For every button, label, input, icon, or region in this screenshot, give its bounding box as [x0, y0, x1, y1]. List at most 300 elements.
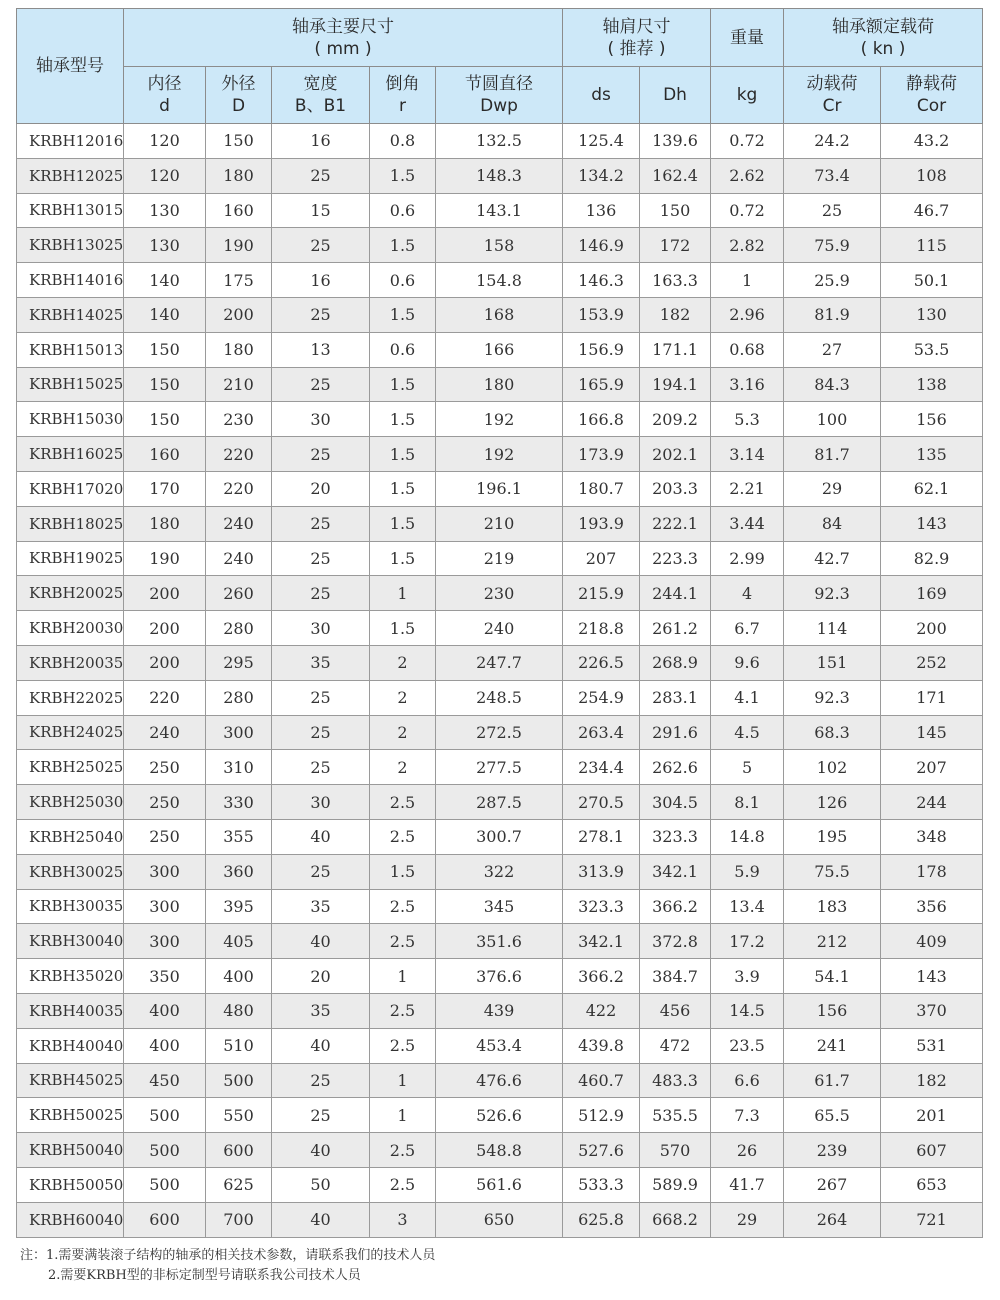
cell-inner-d: 300 — [124, 924, 206, 959]
cell-inner-d: 600 — [124, 1202, 206, 1237]
cell-weight: 8.1 — [711, 785, 784, 820]
cell-static-cor: 156 — [881, 402, 983, 437]
cell-inner-d: 150 — [124, 332, 206, 367]
cell-dh: 223.3 — [640, 541, 711, 576]
cell-outer-d: 280 — [206, 680, 272, 715]
header-weight: 重量 — [711, 9, 784, 67]
header-pitch-diameter: 节圆直径 Dwp — [436, 67, 563, 124]
cell-width: 25 — [272, 680, 370, 715]
cell-static-cor: 138 — [881, 367, 983, 402]
cell-static-cor: 721 — [881, 1202, 983, 1237]
cell-ds: 270.5 — [563, 785, 640, 820]
cell-model: KRBH12016 — [17, 124, 124, 159]
cell-inner-d: 240 — [124, 715, 206, 750]
cell-dh: 209.2 — [640, 402, 711, 437]
table-row — [17, 889, 983, 924]
footnotes — [20, 1246, 980, 1286]
cell-inner-d: 160 — [124, 437, 206, 472]
cell-model: KRBH40035 — [17, 993, 124, 1028]
cell-chamfer: 0.6 — [370, 263, 436, 298]
cell-pitch-dwp: 230 — [436, 576, 563, 611]
table-row — [17, 645, 983, 680]
cell-weight: 3.44 — [711, 506, 784, 541]
cell-width: 15 — [272, 193, 370, 228]
cell-chamfer: 2 — [370, 645, 436, 680]
table-row — [17, 819, 983, 854]
cell-static-cor: 143 — [881, 959, 983, 994]
cell-dynamic-cr: 114 — [784, 611, 881, 646]
cell-inner-d: 150 — [124, 402, 206, 437]
cell-ds: 512.9 — [563, 1098, 640, 1133]
cell-dh: 244.1 — [640, 576, 711, 611]
cell-chamfer: 1.5 — [370, 506, 436, 541]
table-row — [17, 1098, 983, 1133]
cell-static-cor: 182 — [881, 1063, 983, 1098]
cell-static-cor: 82.9 — [881, 541, 983, 576]
cell-static-cor: 135 — [881, 437, 983, 472]
cell-static-cor: 653 — [881, 1167, 983, 1202]
cell-weight: 1 — [711, 263, 784, 298]
header-width: 宽度 B、B1 — [272, 67, 370, 124]
cell-dh: 283.1 — [640, 680, 711, 715]
cell-dh: 304.5 — [640, 785, 711, 820]
cell-outer-d: 360 — [206, 854, 272, 889]
cell-dh: 182 — [640, 297, 711, 332]
cell-pitch-dwp: 210 — [436, 506, 563, 541]
table-row — [17, 959, 983, 994]
cell-model: KRBH50040 — [17, 1133, 124, 1168]
cell-weight: 29 — [711, 1202, 784, 1237]
cell-dh: 194.1 — [640, 367, 711, 402]
cell-chamfer: 1.5 — [370, 471, 436, 506]
cell-ds: 180.7 — [563, 471, 640, 506]
table-row — [17, 367, 983, 402]
cell-chamfer: 1 — [370, 576, 436, 611]
cell-outer-d: 405 — [206, 924, 272, 959]
cell-model: KRBH14025 — [17, 297, 124, 332]
table-row — [17, 750, 983, 785]
cell-chamfer: 1.5 — [370, 367, 436, 402]
cell-outer-d: 240 — [206, 541, 272, 576]
cell-width: 25 — [272, 158, 370, 193]
cell-dh: 172 — [640, 228, 711, 263]
cell-weight: 0.72 — [711, 124, 784, 159]
cell-model: KRBH30040 — [17, 924, 124, 959]
cell-pitch-dwp: 192 — [436, 437, 563, 472]
cell-width: 16 — [272, 263, 370, 298]
table-row — [17, 228, 983, 263]
cell-pitch-dwp: 219 — [436, 541, 563, 576]
cell-dynamic-cr: 73.4 — [784, 158, 881, 193]
cell-ds: 533.3 — [563, 1167, 640, 1202]
cell-ds: 323.3 — [563, 889, 640, 924]
cell-inner-d: 190 — [124, 541, 206, 576]
cell-chamfer: 2.5 — [370, 924, 436, 959]
cell-pitch-dwp: 345 — [436, 889, 563, 924]
cell-width: 25 — [272, 541, 370, 576]
cell-dynamic-cr: 84.3 — [784, 367, 881, 402]
cell-ds: 234.4 — [563, 750, 640, 785]
cell-model: KRBH13025 — [17, 228, 124, 263]
cell-chamfer: 2 — [370, 750, 436, 785]
cell-pitch-dwp: 166 — [436, 332, 563, 367]
cell-model: KRBH35020 — [17, 959, 124, 994]
cell-model: KRBH15013 — [17, 332, 124, 367]
header-load: 轴承额定载荷 ( kn ) — [784, 9, 983, 67]
cell-pitch-dwp: 300.7 — [436, 819, 563, 854]
cell-weight: 6.7 — [711, 611, 784, 646]
cell-outer-d: 220 — [206, 471, 272, 506]
cell-model: KRBH15025 — [17, 367, 124, 402]
cell-pitch-dwp: 132.5 — [436, 124, 563, 159]
cell-width: 50 — [272, 1167, 370, 1202]
cell-chamfer: 2.5 — [370, 1167, 436, 1202]
table-row — [17, 471, 983, 506]
cell-static-cor: 50.1 — [881, 263, 983, 298]
cell-dynamic-cr: 24.2 — [784, 124, 881, 159]
cell-dynamic-cr: 84 — [784, 506, 881, 541]
cell-pitch-dwp: 548.8 — [436, 1133, 563, 1168]
cell-inner-d: 300 — [124, 854, 206, 889]
cell-pitch-dwp: 143.1 — [436, 193, 563, 228]
cell-chamfer: 0.8 — [370, 124, 436, 159]
cell-weight: 5 — [711, 750, 784, 785]
cell-model: KRBH50025 — [17, 1098, 124, 1133]
cell-ds: 136 — [563, 193, 640, 228]
cell-chamfer: 2.5 — [370, 993, 436, 1028]
cell-dynamic-cr: 267 — [784, 1167, 881, 1202]
cell-chamfer: 1.5 — [370, 611, 436, 646]
cell-dynamic-cr: 75.9 — [784, 228, 881, 263]
cell-model: KRBH50050 — [17, 1167, 124, 1202]
cell-weight: 2.99 — [711, 541, 784, 576]
cell-model: KRBH15030 — [17, 402, 124, 437]
cell-outer-d: 500 — [206, 1063, 272, 1098]
cell-inner-d: 200 — [124, 576, 206, 611]
note-1: 注：1.需要满装滚子结构的轴承的相关技术参数，请联系我们的技术人员 — [20, 1248, 436, 1263]
cell-pitch-dwp: 526.6 — [436, 1098, 563, 1133]
cell-dynamic-cr: 81.9 — [784, 297, 881, 332]
cell-weight: 0.68 — [711, 332, 784, 367]
cell-model: KRBH22025 — [17, 680, 124, 715]
cell-weight: 7.3 — [711, 1098, 784, 1133]
table-row — [17, 785, 983, 820]
cell-outer-d: 210 — [206, 367, 272, 402]
cell-ds: 366.2 — [563, 959, 640, 994]
cell-dh: 472 — [640, 1028, 711, 1063]
cell-weight: 2.96 — [711, 297, 784, 332]
table-row — [17, 1167, 983, 1202]
cell-weight: 26 — [711, 1133, 784, 1168]
cell-ds: 156.9 — [563, 332, 640, 367]
cell-ds: 625.8 — [563, 1202, 640, 1237]
cell-width: 25 — [272, 228, 370, 263]
cell-model: KRBH17020 — [17, 471, 124, 506]
cell-dh: 535.5 — [640, 1098, 711, 1133]
cell-outer-d: 230 — [206, 402, 272, 437]
cell-inner-d: 250 — [124, 750, 206, 785]
cell-pitch-dwp: 322 — [436, 854, 563, 889]
cell-model: KRBH45025 — [17, 1063, 124, 1098]
cell-weight: 2.62 — [711, 158, 784, 193]
cell-ds: 278.1 — [563, 819, 640, 854]
cell-model: KRBH40040 — [17, 1028, 124, 1063]
cell-inner-d: 180 — [124, 506, 206, 541]
cell-outer-d: 395 — [206, 889, 272, 924]
cell-pitch-dwp: 168 — [436, 297, 563, 332]
header-shoulder: 轴肩尺寸 ( 推荐 ) — [563, 9, 711, 67]
cell-dynamic-cr: 68.3 — [784, 715, 881, 750]
cell-ds: 173.9 — [563, 437, 640, 472]
cell-chamfer: 1.5 — [370, 437, 436, 472]
cell-weight: 5.9 — [711, 854, 784, 889]
cell-static-cor: 244 — [881, 785, 983, 820]
cell-width: 25 — [272, 750, 370, 785]
cell-static-cor: 607 — [881, 1133, 983, 1168]
cell-outer-d: 600 — [206, 1133, 272, 1168]
cell-inner-d: 350 — [124, 959, 206, 994]
cell-inner-d: 250 — [124, 785, 206, 820]
cell-weight: 9.6 — [711, 645, 784, 680]
table-row — [17, 1063, 983, 1098]
cell-dynamic-cr: 264 — [784, 1202, 881, 1237]
cell-pitch-dwp: 439 — [436, 993, 563, 1028]
cell-weight: 17.2 — [711, 924, 784, 959]
header-dynamic-load: 动载荷 Cr — [784, 67, 881, 124]
cell-dynamic-cr: 100 — [784, 402, 881, 437]
cell-weight: 5.3 — [711, 402, 784, 437]
cell-ds: 263.4 — [563, 715, 640, 750]
cell-dh: 456 — [640, 993, 711, 1028]
cell-outer-d: 190 — [206, 228, 272, 263]
cell-ds: 125.4 — [563, 124, 640, 159]
cell-width: 40 — [272, 1202, 370, 1237]
cell-outer-d: 480 — [206, 993, 272, 1028]
cell-ds: 460.7 — [563, 1063, 640, 1098]
cell-dh: 202.1 — [640, 437, 711, 472]
cell-weight: 41.7 — [711, 1167, 784, 1202]
cell-width: 25 — [272, 854, 370, 889]
cell-model: KRBH19025 — [17, 541, 124, 576]
cell-width: 35 — [272, 645, 370, 680]
cell-outer-d: 240 — [206, 506, 272, 541]
cell-dh: 163.3 — [640, 263, 711, 298]
cell-ds: 342.1 — [563, 924, 640, 959]
cell-chamfer: 2.5 — [370, 889, 436, 924]
cell-pitch-dwp: 248.5 — [436, 680, 563, 715]
cell-width: 40 — [272, 924, 370, 959]
cell-ds: 439.8 — [563, 1028, 640, 1063]
cell-static-cor: 46.7 — [881, 193, 983, 228]
cell-inner-d: 130 — [124, 228, 206, 263]
cell-outer-d: 510 — [206, 1028, 272, 1063]
cell-model: KRBH20030 — [17, 611, 124, 646]
header-model: 轴承型号 — [17, 9, 124, 124]
table-row — [17, 611, 983, 646]
cell-static-cor: 356 — [881, 889, 983, 924]
cell-weight: 23.5 — [711, 1028, 784, 1063]
cell-chamfer: 1 — [370, 1098, 436, 1133]
table-row — [17, 263, 983, 298]
cell-dynamic-cr: 183 — [784, 889, 881, 924]
cell-pitch-dwp: 287.5 — [436, 785, 563, 820]
cell-chamfer: 2 — [370, 715, 436, 750]
cell-dh: 139.6 — [640, 124, 711, 159]
cell-width: 35 — [272, 993, 370, 1028]
cell-static-cor: 201 — [881, 1098, 983, 1133]
header-chamfer: 倒角 r — [370, 67, 436, 124]
cell-inner-d: 150 — [124, 367, 206, 402]
table-row — [17, 158, 983, 193]
cell-dynamic-cr: 65.5 — [784, 1098, 881, 1133]
cell-chamfer: 1.5 — [370, 297, 436, 332]
cell-pitch-dwp: 158 — [436, 228, 563, 263]
cell-dynamic-cr: 81.7 — [784, 437, 881, 472]
cell-outer-d: 180 — [206, 158, 272, 193]
cell-inner-d: 500 — [124, 1098, 206, 1133]
cell-model: KRBH20025 — [17, 576, 124, 611]
cell-chamfer: 1.5 — [370, 541, 436, 576]
cell-dynamic-cr: 92.3 — [784, 576, 881, 611]
table-row — [17, 993, 983, 1028]
cell-static-cor: 145 — [881, 715, 983, 750]
cell-outer-d: 160 — [206, 193, 272, 228]
table-row — [17, 715, 983, 750]
cell-outer-d: 260 — [206, 576, 272, 611]
cell-dynamic-cr: 27 — [784, 332, 881, 367]
cell-dh: 589.9 — [640, 1167, 711, 1202]
cell-width: 20 — [272, 959, 370, 994]
cell-width: 25 — [272, 297, 370, 332]
header-dh: Dh — [640, 67, 711, 124]
cell-inner-d: 120 — [124, 158, 206, 193]
table-row — [17, 332, 983, 367]
cell-chamfer: 1.5 — [370, 402, 436, 437]
cell-chamfer: 2.5 — [370, 1133, 436, 1168]
cell-model: KRBH24025 — [17, 715, 124, 750]
cell-dynamic-cr: 75.5 — [784, 854, 881, 889]
cell-dh: 291.6 — [640, 715, 711, 750]
cell-ds: 527.6 — [563, 1133, 640, 1168]
cell-model: KRBH60040 — [17, 1202, 124, 1237]
cell-static-cor: 348 — [881, 819, 983, 854]
header-kg: kg — [711, 67, 784, 124]
cell-outer-d: 180 — [206, 332, 272, 367]
cell-inner-d: 400 — [124, 1028, 206, 1063]
header-static-load: 静载荷 Cor — [881, 67, 983, 124]
cell-ds: 165.9 — [563, 367, 640, 402]
cell-model: KRBH18025 — [17, 506, 124, 541]
cell-weight: 4.1 — [711, 680, 784, 715]
cell-dh: 323.3 — [640, 819, 711, 854]
cell-pitch-dwp: 192 — [436, 402, 563, 437]
cell-chamfer: 2.5 — [370, 785, 436, 820]
cell-chamfer: 2 — [370, 680, 436, 715]
cell-dh: 261.2 — [640, 611, 711, 646]
cell-dh: 150 — [640, 193, 711, 228]
cell-pitch-dwp: 240 — [436, 611, 563, 646]
cell-dh: 384.7 — [640, 959, 711, 994]
cell-outer-d: 400 — [206, 959, 272, 994]
cell-width: 25 — [272, 506, 370, 541]
cell-inner-d: 170 — [124, 471, 206, 506]
cell-weight: 2.21 — [711, 471, 784, 506]
cell-dynamic-cr: 241 — [784, 1028, 881, 1063]
cell-outer-d: 355 — [206, 819, 272, 854]
cell-static-cor: 108 — [881, 158, 983, 193]
header-main-dims: 轴承主要尺寸 ( mm ) — [124, 9, 563, 67]
cell-inner-d: 130 — [124, 193, 206, 228]
cell-pitch-dwp: 376.6 — [436, 959, 563, 994]
cell-dynamic-cr: 126 — [784, 785, 881, 820]
cell-model: KRBH30035 — [17, 889, 124, 924]
cell-inner-d: 220 — [124, 680, 206, 715]
cell-model: KRBH13015 — [17, 193, 124, 228]
cell-dh: 203.3 — [640, 471, 711, 506]
cell-pitch-dwp: 561.6 — [436, 1167, 563, 1202]
table-row — [17, 854, 983, 889]
cell-weight: 4.5 — [711, 715, 784, 750]
cell-weight: 14.8 — [711, 819, 784, 854]
cell-inner-d: 250 — [124, 819, 206, 854]
cell-model: KRBH20035 — [17, 645, 124, 680]
table-row — [17, 541, 983, 576]
cell-model: KRBH25025 — [17, 750, 124, 785]
cell-inner-d: 400 — [124, 993, 206, 1028]
cell-dynamic-cr: 54.1 — [784, 959, 881, 994]
cell-pitch-dwp: 196.1 — [436, 471, 563, 506]
cell-pitch-dwp: 148.3 — [436, 158, 563, 193]
cell-width: 30 — [272, 611, 370, 646]
cell-weight: 13.4 — [711, 889, 784, 924]
cell-chamfer: 2.5 — [370, 1028, 436, 1063]
cell-ds: 193.9 — [563, 506, 640, 541]
cell-dh: 342.1 — [640, 854, 711, 889]
cell-dynamic-cr: 25.9 — [784, 263, 881, 298]
cell-dynamic-cr: 212 — [784, 924, 881, 959]
cell-weight: 3.16 — [711, 367, 784, 402]
cell-dynamic-cr: 29 — [784, 471, 881, 506]
cell-dh: 483.3 — [640, 1063, 711, 1098]
cell-static-cor: 130 — [881, 297, 983, 332]
cell-ds: 166.8 — [563, 402, 640, 437]
cell-static-cor: 178 — [881, 854, 983, 889]
cell-width: 40 — [272, 1028, 370, 1063]
header-ds: ds — [563, 67, 640, 124]
cell-static-cor: 53.5 — [881, 332, 983, 367]
cell-static-cor: 115 — [881, 228, 983, 263]
cell-ds: 207 — [563, 541, 640, 576]
cell-dynamic-cr: 195 — [784, 819, 881, 854]
cell-pitch-dwp: 247.7 — [436, 645, 563, 680]
cell-outer-d: 295 — [206, 645, 272, 680]
cell-static-cor: 409 — [881, 924, 983, 959]
cell-width: 40 — [272, 1133, 370, 1168]
cell-chamfer: 1.5 — [370, 158, 436, 193]
cell-pitch-dwp: 650 — [436, 1202, 563, 1237]
cell-model: KRBH25030 — [17, 785, 124, 820]
cell-chamfer: 1.5 — [370, 228, 436, 263]
table-row — [17, 193, 983, 228]
cell-inner-d: 200 — [124, 611, 206, 646]
cell-ds: 422 — [563, 993, 640, 1028]
cell-outer-d: 150 — [206, 124, 272, 159]
cell-static-cor: 171 — [881, 680, 983, 715]
cell-pitch-dwp: 154.8 — [436, 263, 563, 298]
cell-dynamic-cr: 156 — [784, 993, 881, 1028]
cell-dynamic-cr: 25 — [784, 193, 881, 228]
cell-width: 30 — [272, 402, 370, 437]
